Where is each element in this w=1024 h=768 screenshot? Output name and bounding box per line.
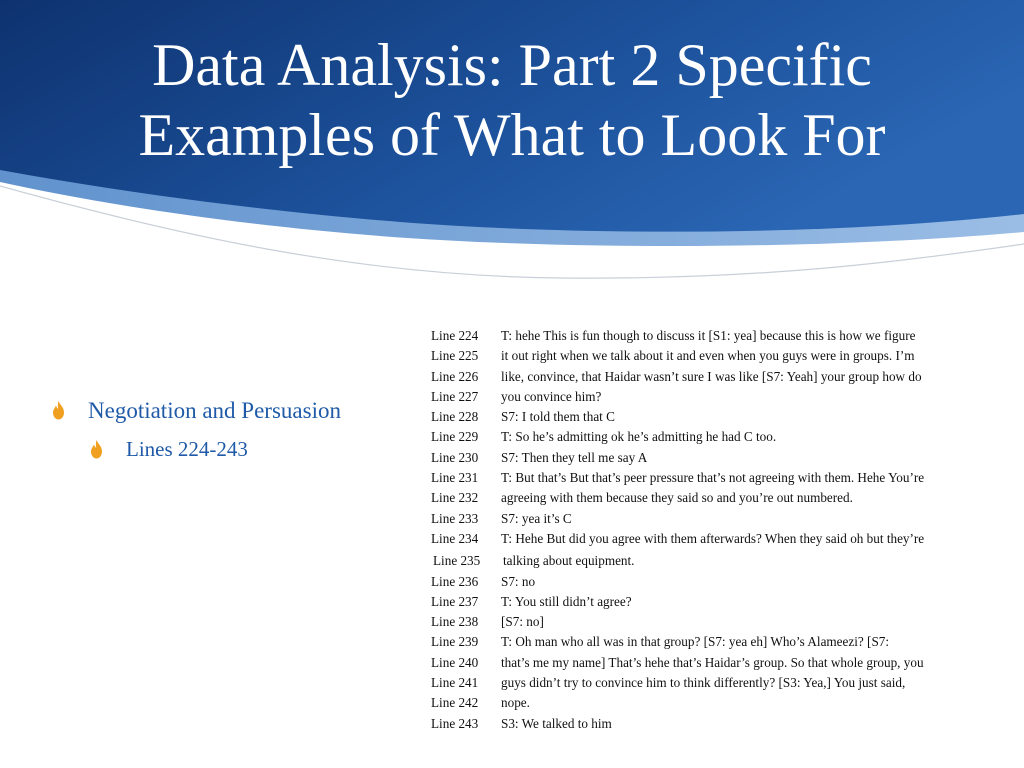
transcript-row — [431, 488, 1021, 508]
line-text: T: So he’s admitting ok he’s admitting he had C too. — [501, 429, 777, 445]
transcript-row — [431, 468, 1021, 488]
slide-title — [0, 30, 1024, 170]
line-number: Line 240 — [431, 654, 479, 670]
line-text: guys didn’t try to convince him to think differently? [S3: Yea,] You just said, — [501, 675, 906, 691]
line-number: Line 238 — [431, 614, 479, 630]
line-number: Line 224 — [431, 328, 479, 343]
line-text: it out right when we talk about it and even when you guys were in groups. I’m — [501, 348, 915, 364]
transcript-row — [431, 529, 1021, 549]
transcript-row — [431, 509, 1021, 529]
transcript-row — [431, 346, 1021, 366]
line-text: S7: no — [501, 573, 536, 589]
line-number: Line 239 — [431, 634, 479, 650]
transcript-row — [431, 714, 1021, 734]
line-text: S3: We talked to him — [501, 715, 612, 731]
line-number: Line 230 — [431, 449, 479, 465]
transcript-row — [431, 592, 1021, 612]
line-number: Line 231 — [431, 470, 479, 486]
line-text: T: hehe This is fun though to discuss it [S1: yea] because this is how we figure — [501, 328, 916, 343]
line-text: nope. — [501, 695, 530, 711]
transcript-row — [431, 448, 1021, 468]
flame-bullet-icon — [90, 440, 103, 459]
bullet-text: Negotiation and Persuasion — [88, 398, 341, 423]
line-text: S7: Then they tell me say A — [501, 449, 648, 465]
line-text: talking about equipment. — [503, 553, 635, 569]
line-number: Line 237 — [431, 593, 479, 609]
transcript-row — [431, 673, 1021, 693]
line-text: T: Oh man who all was in that group? [S7: yea eh] Who’s Alameezi? [S7: — [501, 634, 890, 650]
line-text: that’s me my name] That’s hehe that’s Haidar’s group. So that whole group, you — [501, 654, 924, 670]
transcript-row — [431, 367, 1021, 387]
transcript-row — [431, 612, 1021, 632]
transcript-row — [431, 387, 1021, 407]
line-number: Line 227 — [431, 388, 479, 404]
sub-bullet-text: Lines 224-243 — [126, 437, 248, 461]
line-number: Line 236 — [431, 573, 479, 589]
line-number: Line 233 — [431, 510, 479, 526]
transcript-row — [431, 326, 1021, 346]
line-number: Line 235 — [433, 553, 481, 569]
line-number: Line 229 — [431, 429, 479, 445]
transcript-row — [431, 632, 1021, 652]
line-number: Line 226 — [431, 368, 479, 384]
sub-bullet-item — [90, 435, 412, 463]
line-text: T: But that’s But that’s peer pressure that’s not agreeing with them. Hehe You’re — [501, 470, 925, 486]
line-number: Line 234 — [431, 530, 479, 546]
transcript-row — [431, 653, 1021, 673]
bullet-list — [52, 396, 412, 463]
transcript-excerpt — [431, 326, 1021, 734]
line-number: Line 225 — [431, 348, 479, 364]
transcript-row — [431, 407, 1021, 427]
line-text: T: Hehe But did you agree with them afterwards? When they said oh but they’re — [501, 530, 925, 546]
line-text: agreeing with them because they said so and you’re out numbered. — [501, 490, 853, 506]
line-text: you convince him? — [501, 388, 602, 404]
flame-bullet-icon — [52, 401, 65, 420]
line-text: T: You still didn’t agree? — [501, 593, 632, 609]
title-line-2: Examples of What to Look For — [138, 102, 886, 168]
line-number: Line 242 — [431, 695, 479, 711]
transcript-row — [431, 572, 1021, 592]
line-number: Line 228 — [431, 409, 479, 425]
line-text: S7: I told them that C — [501, 409, 615, 425]
transcript-row — [431, 427, 1021, 447]
line-text: like, convince, that Haidar wasn’t sure I was like [S7: Yeah] your group how do — [501, 368, 922, 384]
line-text: S7: yea it’s C — [501, 510, 572, 526]
bullet-item — [52, 396, 412, 426]
line-number: Line 232 — [431, 490, 479, 506]
transcript-row — [431, 693, 1021, 713]
transcript-row — [431, 551, 1021, 571]
line-number: Line 241 — [431, 675, 479, 691]
line-text: [S7: no] — [501, 614, 544, 630]
line-number: Line 243 — [431, 715, 479, 731]
title-line-1: Data Analysis: Part 2 Specific — [152, 32, 872, 98]
